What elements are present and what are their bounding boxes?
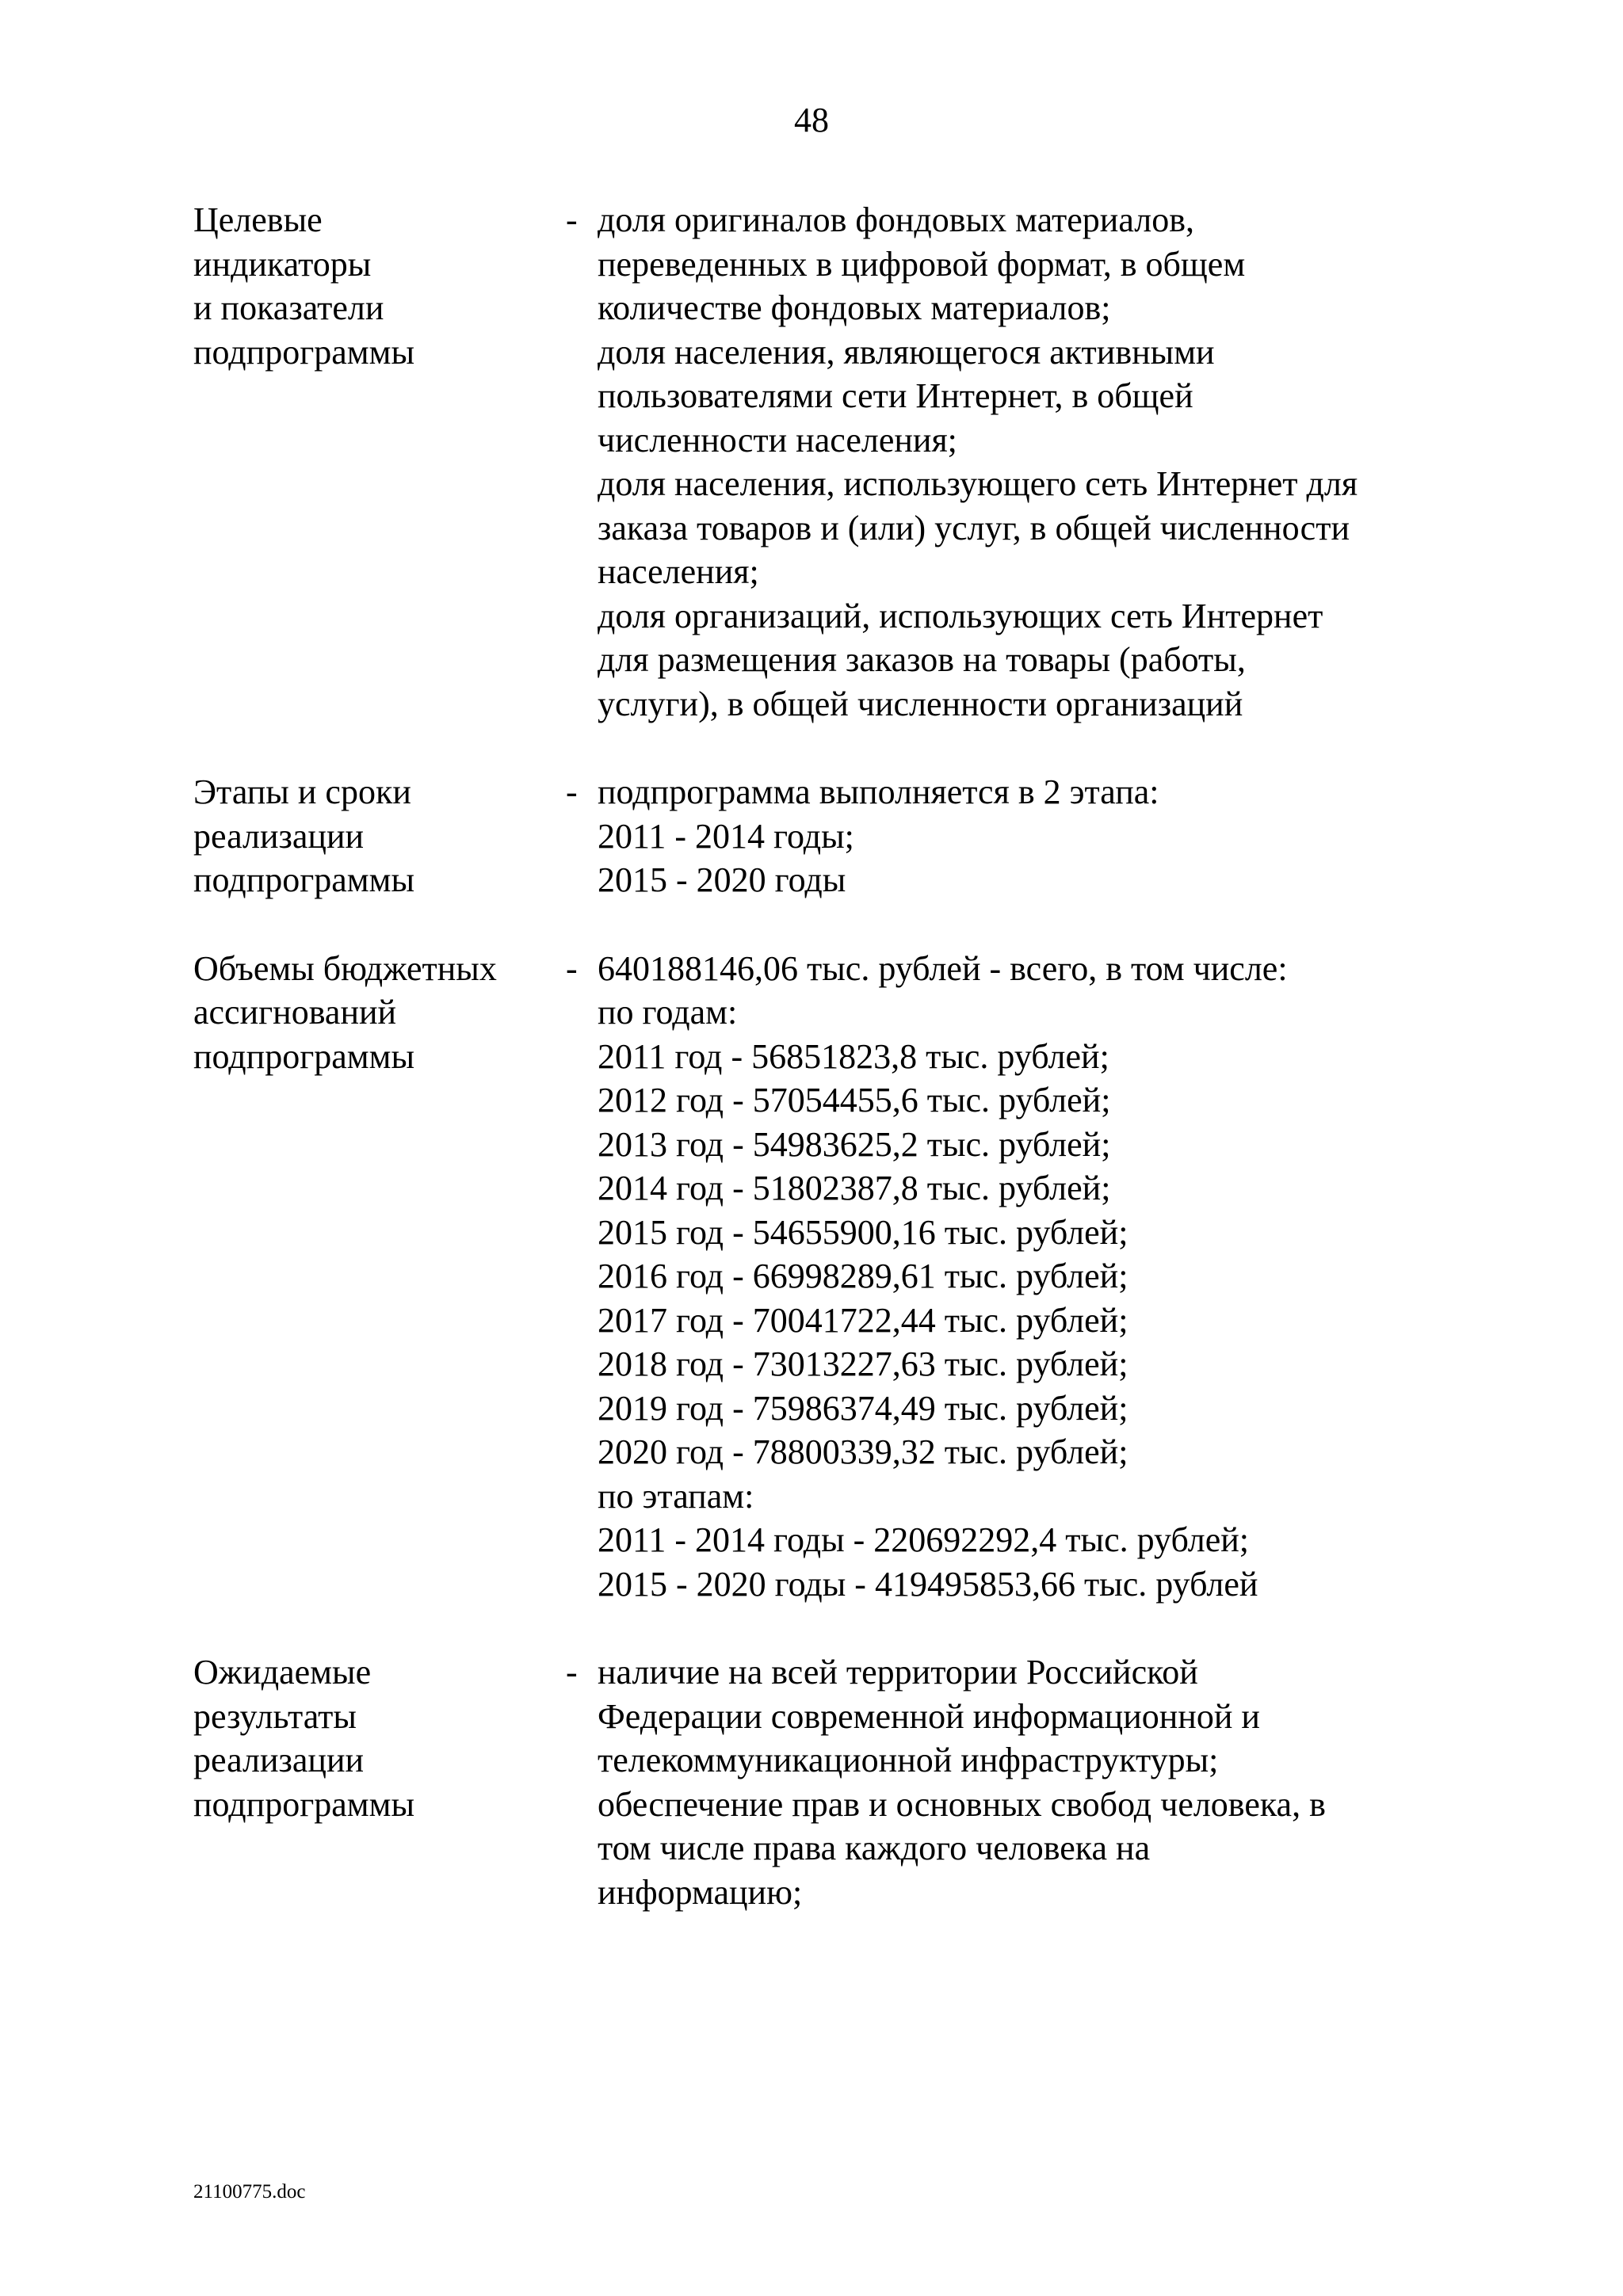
value-line: 2020 год - 78800339,32 тыс. рублей; — [598, 1432, 1128, 1471]
value-line: 2011 - 2014 годы; — [598, 816, 854, 856]
value-line: доля организаций, использующих сеть Интернет — [598, 596, 1323, 635]
value-line: 2015 год - 54655900,16 тыс. рублей; — [598, 1212, 1128, 1252]
section-dash: - — [566, 772, 578, 811]
label-line: подпрограммы — [193, 860, 415, 899]
value-line: населения; — [598, 552, 759, 591]
value-line: 2018 год - 73013227,63 тыс. рублей; — [598, 1344, 1128, 1383]
value-line: 2014 год - 51802387,8 тыс. рублей; — [598, 1169, 1111, 1207]
label-line: Объемы бюджетных — [193, 948, 497, 988]
label-line: подпрограммы — [193, 1036, 415, 1076]
value-line: Федерации современной информационной и — [598, 1696, 1260, 1736]
page-number: 48 — [794, 101, 829, 139]
section-stages-terms — [193, 770, 1493, 902]
value-line: пользователями сети Интернет, в общей — [598, 376, 1193, 415]
value-line: численности населения; — [598, 420, 957, 460]
section-budget-allocations — [193, 947, 1493, 1607]
section-value — [598, 947, 1493, 1607]
value-line: по годам: — [598, 993, 738, 1032]
label-line: Этапы и сроки — [193, 772, 411, 811]
value-line: услуги), в общей численности организаций — [598, 684, 1243, 723]
label-line: реализации — [193, 816, 365, 856]
value-line: по этапам: — [598, 1476, 754, 1516]
value-line: наличие на всей территории Российской — [598, 1653, 1198, 1691]
section-value — [598, 198, 1493, 726]
value-line: 2016 год - 66998289,61 тыс. рублей; — [598, 1257, 1128, 1295]
value-line: доля оригиналов фондовых материалов, — [598, 200, 1195, 239]
value-line: 2011 год - 56851823,8 тыс. рублей; — [598, 1036, 1109, 1076]
value-line: переведенных в цифровой формат, в общем — [598, 244, 1246, 284]
value-line: 2015 - 2020 годы — [598, 860, 846, 899]
label-line: Ожидаемые — [193, 1653, 372, 1691]
value-line: информацию; — [598, 1872, 803, 1912]
section-expected-results — [193, 1650, 1493, 1914]
value-line: 2017 год - 70041722,44 тыс. рублей; — [598, 1300, 1128, 1340]
value-line: доля населения, использующего сеть Интернет для — [598, 464, 1358, 503]
value-line: 2012 год - 57054455,6 тыс. рублей; — [598, 1081, 1111, 1119]
value-line: подпрограмма выполняется в 2 этапа: — [598, 772, 1159, 811]
section-label — [193, 1650, 566, 1914]
passport-table — [193, 198, 1493, 1958]
section-value — [598, 770, 1493, 902]
label-line: результаты — [193, 1696, 357, 1736]
value-line: 2019 год - 75986374,49 тыс. рублей; — [598, 1388, 1128, 1428]
value-line: телекоммуникационной инфраструктуры; — [598, 1741, 1219, 1779]
label-line: ассигнований — [193, 993, 397, 1032]
value-line: 2011 - 2014 годы - 220692292,4 тыс. рублей; — [598, 1520, 1250, 1559]
label-line: реализации — [193, 1741, 365, 1779]
value-line: количестве фондовых материалов; — [598, 288, 1111, 327]
value-line: доля населения, являющегося активными — [598, 332, 1215, 372]
section-value — [598, 1650, 1493, 1914]
section-target-indicators — [193, 198, 1493, 726]
section-label — [193, 770, 566, 902]
footer-filename: 21100775.doc — [193, 2181, 306, 2203]
value-line: том числе права каждого человека на — [598, 1829, 1151, 1867]
value-line: заказа товаров и (или) услуг, в общей численности — [598, 508, 1350, 547]
section-label — [193, 947, 566, 1607]
section-dash: - — [566, 948, 578, 988]
value-line: 2015 - 2020 годы - 419495853,66 тыс. рублей — [598, 1564, 1258, 1604]
section-label — [193, 198, 566, 726]
value-line: 640188146,06 тыс. рублей - всего, в том числе: — [598, 948, 1288, 988]
label-line: и показатели — [193, 288, 384, 327]
section-dash: - — [566, 200, 578, 239]
value-line: для размещения заказов на товары (работы, — [598, 640, 1246, 679]
label-line: подпрограммы — [193, 332, 415, 372]
section-dash: - — [566, 1653, 578, 1691]
label-line: индикаторы — [193, 244, 372, 284]
value-line: 2013 год - 54983625,2 тыс. рублей; — [598, 1124, 1111, 1164]
label-line: подпрограммы — [193, 1784, 415, 1824]
value-line: обеспечение прав и основных свобод человека, в — [598, 1784, 1326, 1824]
label-line: Целевые — [193, 200, 323, 239]
